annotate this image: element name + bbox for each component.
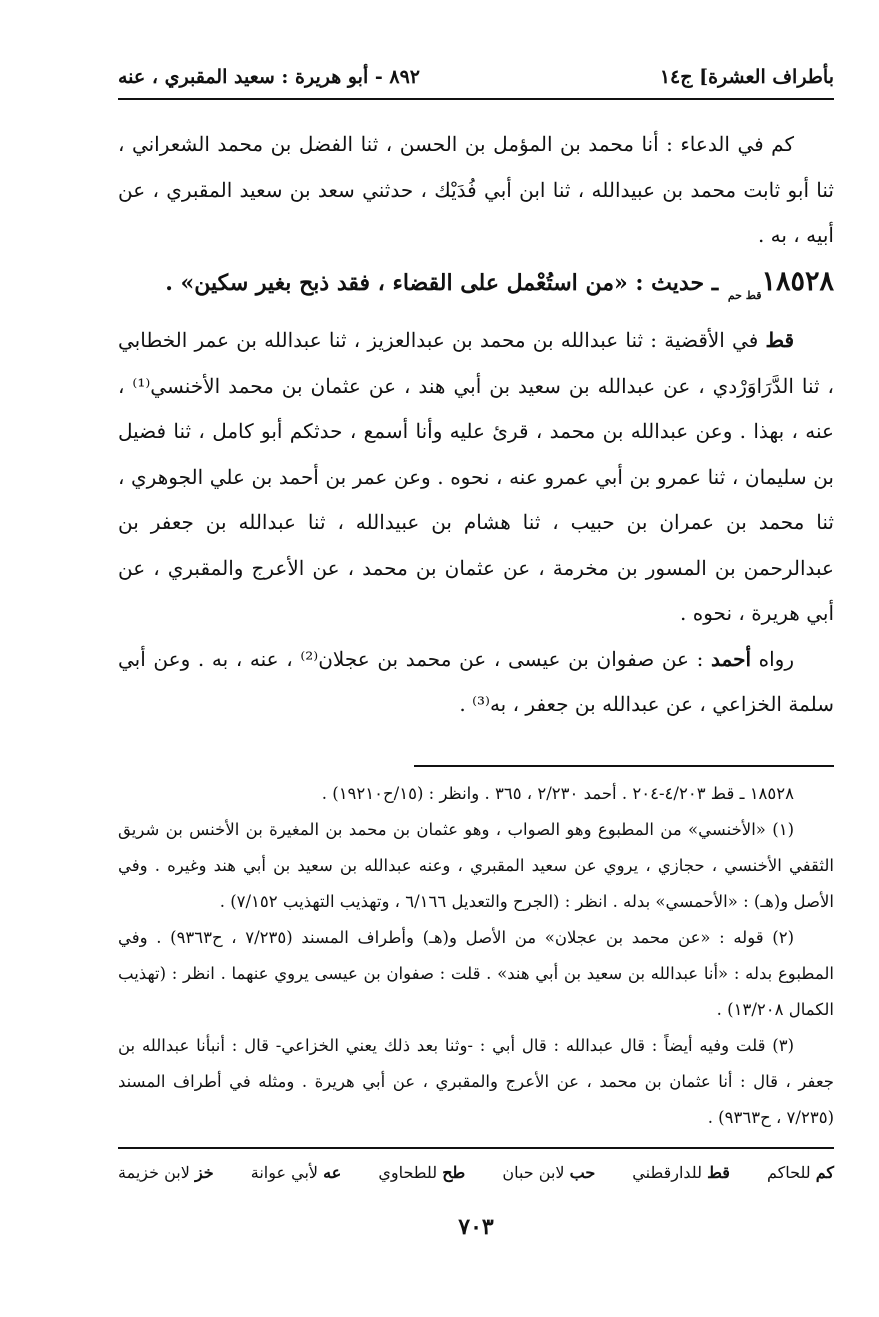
hadith-title: ـ حديث : «من استُعْمل على القضاء ، فقد ذبح بغير سكين» .: [165, 269, 719, 296]
narrator-name: أحمد: [711, 646, 751, 671]
abbreviation-item: كم للحاكم: [767, 1163, 834, 1182]
header-volume-title: بأطراف العشرة] ج١٤: [659, 66, 834, 88]
hadith-sigla: قط حم: [727, 288, 762, 302]
paragraph-narration: [118, 637, 834, 728]
abbreviation-item: عه لأبي عوانة: [250, 1163, 342, 1182]
page-number: ٧٠٣: [458, 1214, 494, 1240]
footnote-1: (١) «الأخنسي» من المطبوع وهو الصواب ، وهو عثمان بن محمد بن المغيرة بن الأخنس بن شريق الثقفي الأخنسي ، حجازي ، يروي عن سعيد المقبري ، وعنه عبدالله بن سعيد بن أبي هند وغيره . وفي الأصل و(هـ) : «الأحمسي» بدله . انظر : (الجرح والتعديل ٦/١٦٦ ، وتهذيب التهذيب ٧/١٥٢) .: [118, 820, 834, 911]
footnotes: [118, 776, 834, 1136]
abbreviation-key: [118, 1157, 834, 1189]
hadith-number: ١٨٥٢٨: [761, 265, 834, 297]
abbreviation-item: طح للطحاوي: [378, 1163, 466, 1182]
book-page: [118, 52, 834, 1272]
narration-prefix: رواه: [751, 646, 794, 671]
footnote-3: (٣) قلت وفيه أيضاً : قال عبدالله : قال أبي : -وثنا بعد ذلك يعني الخزاعي- قال : أنبأنا عبدالله بن جعفر ، قال : أنا عثمان بن محمد ، عن الأعرج والمقبري ، عن أبي هريرة . ومثله في أطراف المسند (٧/٢٣٥ ، ح٩٣٦٣) .: [118, 1036, 834, 1127]
footnote-2: (٢) قوله : «عن محمد بن عجلان» من الأصل و(هـ) وأطراف المسند (٧/٢٣٥ ، ح٩٣٦٣) . وفي المطبوع بدله : «أنا عبدالله بن سعيد بن أبي هند» . قلت : صفوان بن عيسى يروي عنهما . انظر : (تهذيب الكمال ١٣/٢٠٨) .: [118, 928, 834, 1019]
paragraph-source-chain: كم في الدعاء : أنا محمد بن المؤمل بن الحسن ، ثنا الفضل بن محمد الشعراني ، ثنا أبو ثابت محمد بن عبيدالله ، ثنا ابن أبي فُدَيْك ، حدثني سعد بن سعيد المقبري ، عن أبيه ، به .: [118, 132, 834, 247]
header-rule: [118, 98, 834, 100]
source-sigla: قط: [765, 328, 794, 352]
header-chapter-title: ٨٩٢ - أبو هريرة : سعيد المقبري ، عنه: [118, 66, 420, 88]
abbreviation-item: قط للدارقطني: [632, 1163, 730, 1182]
abbreviation-item: خز لابن خزيمة: [118, 1163, 214, 1182]
running-header: [118, 60, 834, 94]
main-text: [118, 122, 834, 728]
abbreviation-item: حب لابن حبان: [502, 1163, 596, 1182]
hadith-heading: [118, 259, 834, 319]
narration-text: : عن صفوان بن عيسى ، عن محمد بن عجلان⁽²⁾ ، عنه ، به . وعن أبي سلمة الخزاعي ، عن عبدالله بن جعفر ، به⁽³⁾ .: [118, 646, 834, 716]
paragraph-chains-text: في الأقضية : ثنا عبدالله بن محمد بن عبدالعزيز ، ثنا عبدالله بن عمر الخطابي ، ثنا الدَّرَاوَرْدي ، عن عبدالله بن سعيد بن أبي هند ، عن عثمان بن محمد الأخنسي⁽¹⁾ ، عنه ، بهذا . وعن عبدالله بن محمد ، قرئ عليه وأنا أسمع ، حدثكم أبو كامل ، ثنا فضيل بن سليمان ، ثنا عمرو بن أبي عمرو عنه ، نحوه . وعن عمر بن أحمد بن علي الجوهري ، ثنا محمد بن عمران بن حبيب ، ثنا هشام بن عبيدالله ، ثنا عبدالله بن جعفر بن عبدالرحمن بن المسور بن مخرمة ، عن عثمان بن محمد ، عن الأعرج والمقبري ، عن أبي هريرة ، نحوه .: [118, 328, 834, 625]
footnote-reference: ١٨٥٢٨ ـ قط ٤/٢٠٣-٢٠٤ . أحمد ٢/٢٣٠ ، ٣٦٥ . وانظر : (١٥/ح١٩٢١٠) .: [321, 784, 794, 803]
footnote-rule: [414, 765, 834, 767]
paragraph-chains: [118, 318, 834, 637]
bottom-rule: [118, 1147, 834, 1149]
